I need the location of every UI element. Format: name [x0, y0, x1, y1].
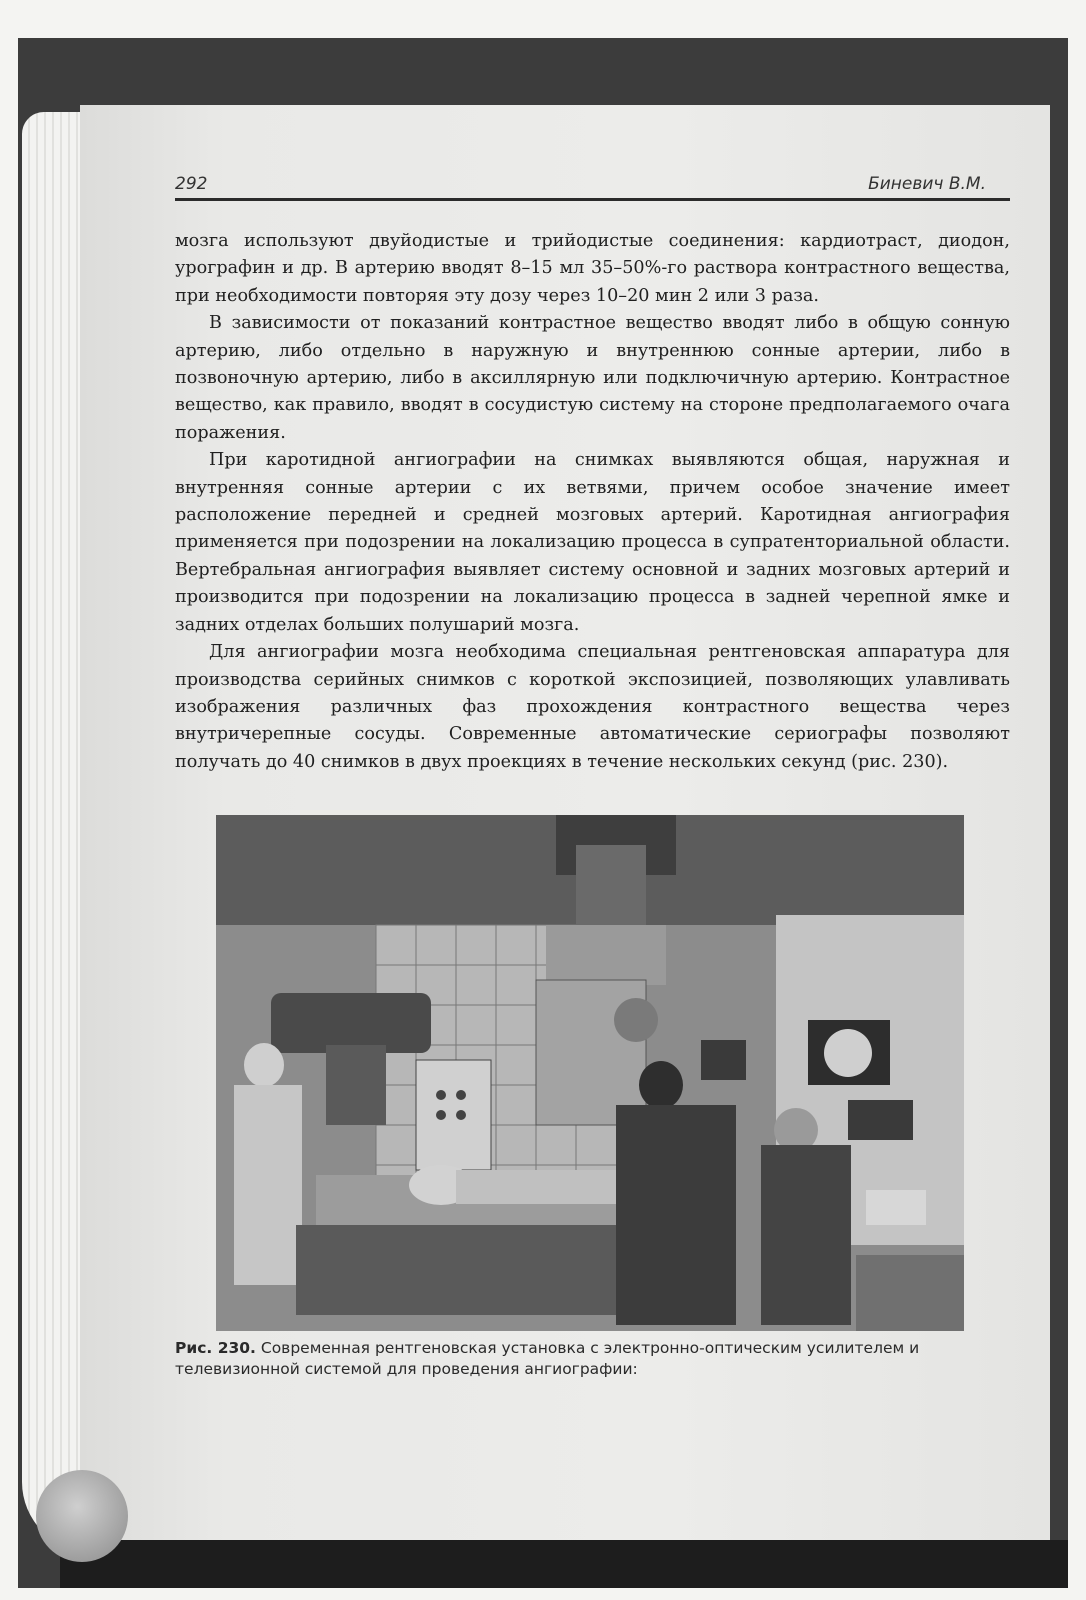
paragraph-1: мозга используют двуйодистые и трийодистые соединения: кардиотраст, диодон, урографин и др. В артерию вводят 8–15 мл 35–50%-го раствора контрастного вещества, при необходимости повторяя эту дозу через 10–20 мин 2 или 3 раза.: [175, 231, 1010, 306]
paragraph-4: Для ангиографии мозга необходима специальная рентгеновская аппаратура для производства серийных снимков с короткой экспозицией, позволяющих улавливать изображения различных фаз прохождения контрастного вещества через внутричерепные сосуды. Современные автоматические сериографы позволяют получать до 40 снимков в двух проекциях в течение нескольких секунд (рис. 230).: [175, 642, 1010, 772]
paragraph-2: В зависимости от показаний контрастное вещество вводят либо в общую сонную артерию, либо отдельно в наружную и внутреннюю сонные артерии, либо в позвоночную артерию, либо в аксиллярную или подключичную артерию. Контрастное вещество, как правило, вводят в сосудистую систему на стороне предполагаемого очага поражения.: [175, 313, 1010, 443]
page-number: 292: [175, 174, 208, 194]
figure-label: Рис. 230.: [175, 1339, 256, 1357]
body-text: [175, 228, 1010, 776]
page-header: [175, 168, 1010, 201]
paragraph-3: При каротидной ангиографии на снимках выявляются общая, наружная и внутренняя сонные артерии с их ветвями, причем особое значение имеет расположение передней и средней мозговых артерий. Каротидная ангиография применяется при подозрении на локализацию процесса в супратенториальной области. Вертебральная ангиография выявляет систему основной и задних мозговых артерий и производится при подозрении на локализацию процесса в задней черепной ямке и задних отделах больших полушарий мозга.: [175, 450, 1010, 635]
figure-photo: [216, 815, 964, 1331]
figure-caption: [175, 1338, 1010, 1380]
thumb-blob: [36, 1470, 128, 1562]
running-head-author: Биневич В.М.: [868, 174, 986, 194]
figure-caption-text: Современная рентгеновская установка с электронно-оптическим усилителем и телевизионной системой для проведения ангиографии:: [175, 1339, 920, 1378]
bottom-shadow: [60, 1540, 1068, 1588]
